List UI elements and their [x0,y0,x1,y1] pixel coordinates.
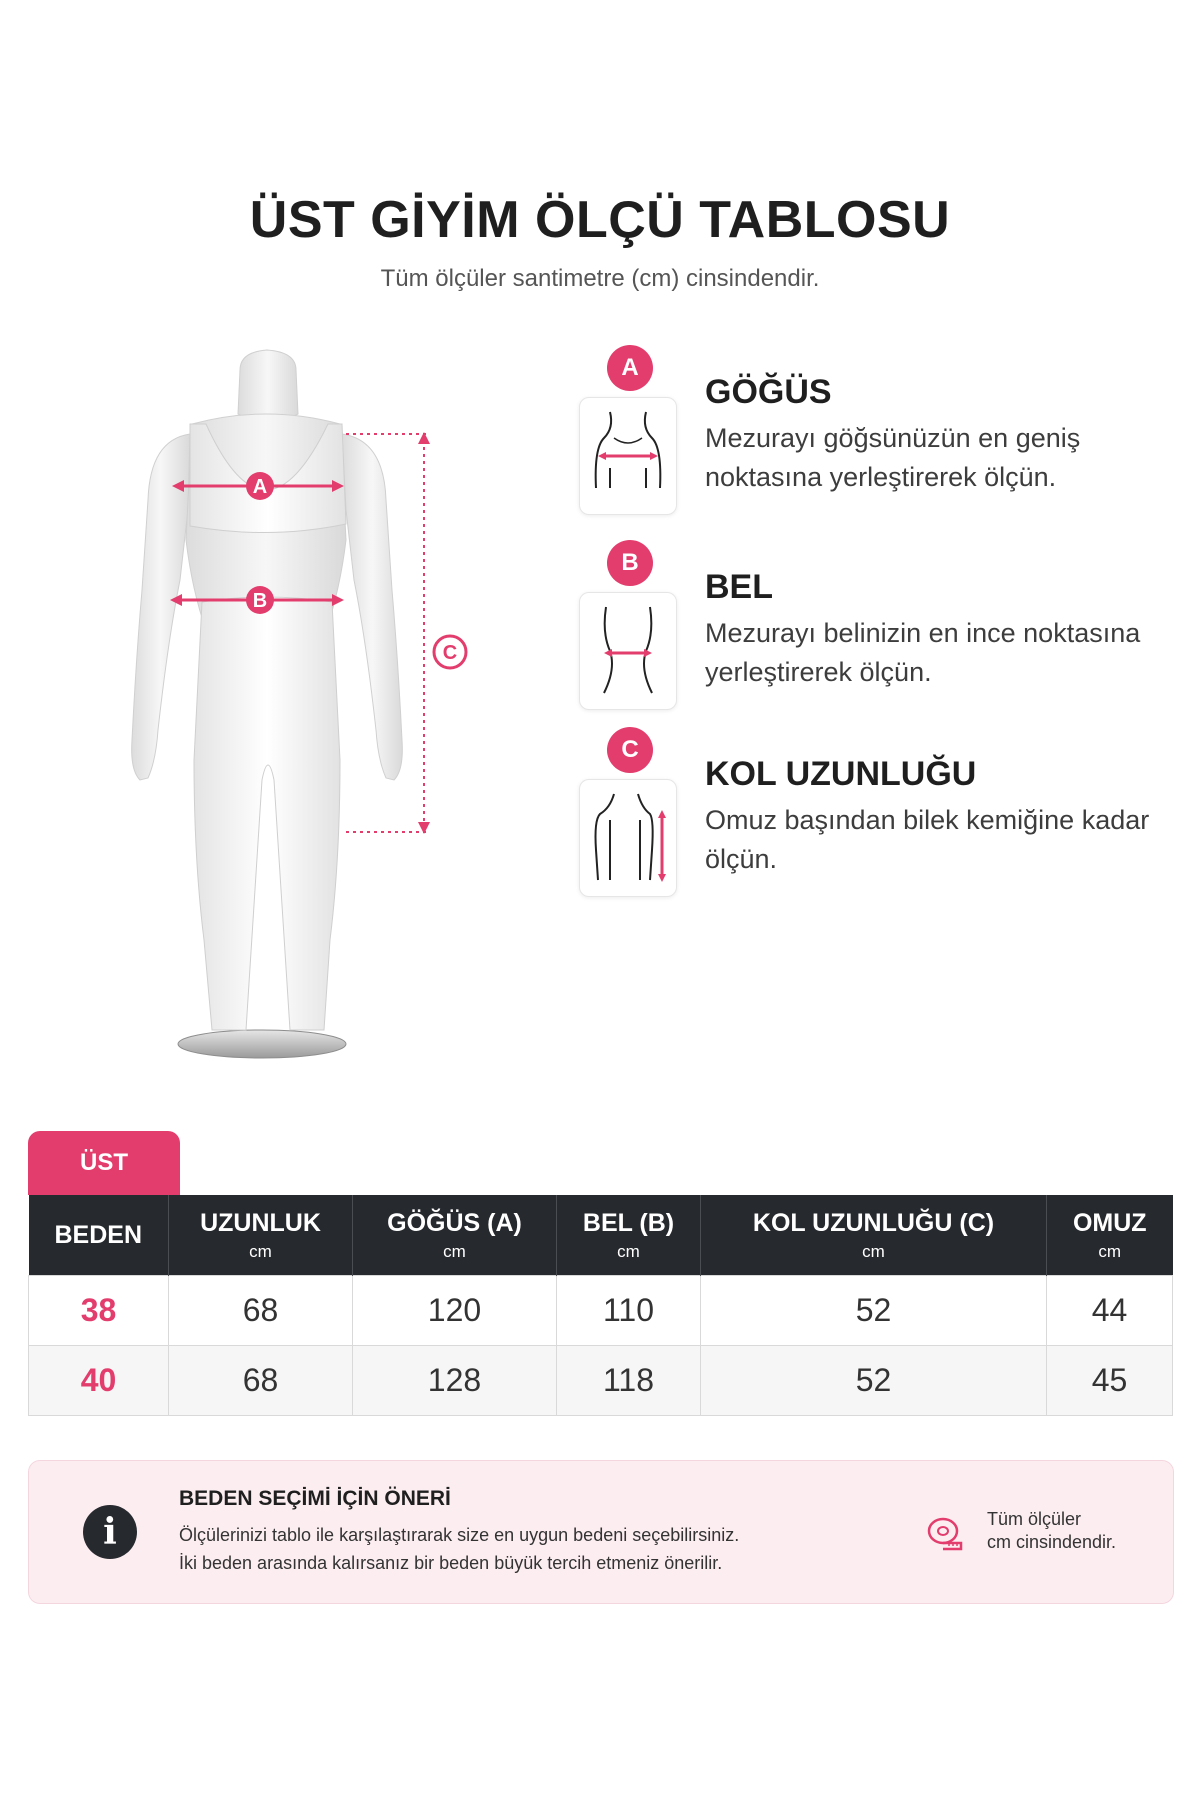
size-table [28,1195,1173,1416]
chest-measure-icon [579,397,677,515]
page-title: ÜST GİYİM ÖLÇÜ TABLOSU [249,191,951,249]
measure-title-waist: BEL [705,568,773,606]
figure-label-b: B [252,590,268,612]
advice-line-2: İki beden arasında kalırsanız bir beden büyük tercih etmeniz önerilir. [179,1553,723,1573]
measure-desc-waist: Mezurayı belinizin en ince noktasına yerleştirerek ölçün. [705,618,1141,687]
gogus-cell: 128 [353,1346,557,1416]
sleeve-measure-icon [579,779,677,897]
gogus-cell: 120 [353,1276,557,1346]
header-uzunluk: UZUNLUK cm [169,1195,353,1276]
note-line-1: Tüm ölçüler [987,1509,1082,1529]
header-bel: BEL (B) cm [557,1195,701,1276]
advice-line-1: Ölçülerinizi tablo ile karşılaştırarak size en uygun bedeni seçebilirsiniz. [179,1525,740,1545]
bel-cell: 110 [557,1276,701,1346]
size-cell: 38 [29,1276,169,1346]
uzunluk-cell: 68 [169,1346,353,1416]
measure-desc-chest: Mezurayı göğsünüzün en geniş noktasına yerleştirerek ölçün. [705,423,1081,492]
tab-ust[interactable]: ÜST [28,1131,180,1195]
note-line-2: cm cinsindendir. [987,1532,1117,1552]
table-row [29,1346,1173,1416]
right-arm [342,434,402,780]
page-subtitle: Tüm ölçüler santimetre (cm) cinsindendir. [380,265,820,292]
figure-label-a: A [252,476,268,498]
measure-title-sleeve: KOL UZUNLUĞU [705,755,977,793]
table-header-row [29,1195,1173,1276]
header-gogus: GÖĞÜS (A) cm [353,1195,557,1276]
badge-b: B [607,540,653,586]
measure-item-sleeve [575,727,1175,907]
measure-title-chest: GÖĞÜS [705,373,832,411]
measure-item-waist [575,540,1175,720]
badge-c: C [607,727,653,773]
kol-uzunlugu-cell: 52 [701,1346,1047,1416]
figure-label-c: C [442,642,458,664]
uzunluk-cell: 68 [169,1276,353,1346]
header-omuz: OMUZ cm [1047,1195,1173,1276]
bel-cell: 118 [557,1346,701,1416]
measure-desc-sleeve: Omuz başından bilek kemiğine kadar ölçün. [705,805,1150,874]
badge-a: A [607,345,653,391]
header-kol-uzunlugu: KOL UZUNLUĞU (C) cm [701,1195,1047,1276]
omuz-cell: 44 [1047,1276,1173,1346]
size-advice-box [28,1460,1174,1604]
stand-base [178,1030,346,1058]
omuz-cell: 45 [1047,1346,1173,1416]
table-row [29,1276,1173,1346]
neck [238,350,298,422]
waist-measure-icon [579,592,677,710]
measuring-tape-icon [925,1513,965,1553]
measure-item-chest [575,345,1175,525]
header-beden: BEDEN [29,1195,169,1276]
mannequin-figure [40,340,510,1080]
leggings [194,597,340,1030]
kol-uzunlugu-cell: 52 [701,1276,1047,1346]
advice-title: BEDEN SEÇİMİ İÇİN ÖNERİ [179,1487,451,1510]
size-cell: 40 [29,1346,169,1416]
info-icon: i [83,1505,137,1559]
